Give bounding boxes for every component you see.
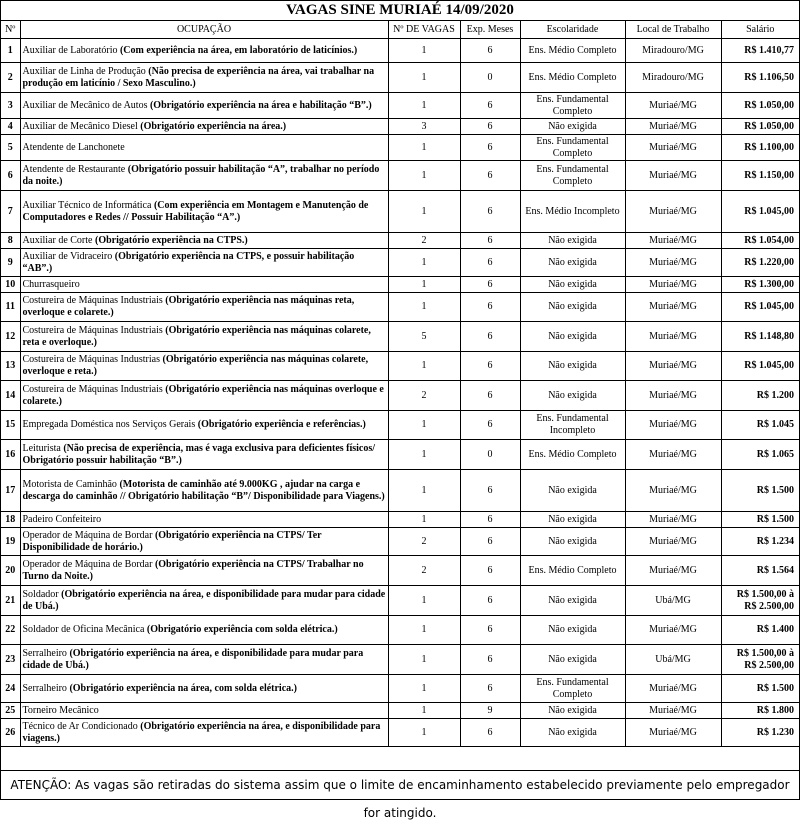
row-workplace: Muriaé/MG bbox=[625, 440, 721, 470]
table-row bbox=[1, 249, 799, 277]
row-number: 20 bbox=[1, 556, 20, 586]
row-salary: R$ 1.050,00 bbox=[721, 119, 799, 135]
table-row bbox=[1, 135, 799, 161]
occupation-requirements: (Obrigatório possuir habilitação “A”, trabalhar no período da noite.) bbox=[22, 163, 380, 187]
row-experience: 0 bbox=[460, 440, 520, 470]
occupation-requirements: (Obrigatório experiência nas máquinas colarete, reta e overloque.) bbox=[22, 324, 371, 348]
row-occupation bbox=[20, 470, 388, 512]
row-vacancies: 3 bbox=[388, 119, 460, 135]
occupation-requirements: (Obrigatório experiência nas máquinas overloque e colarete.) bbox=[22, 383, 384, 407]
row-schooling: Ens. Fundamental Completo bbox=[520, 93, 625, 119]
row-salary: R$ 1.045,00 bbox=[721, 352, 799, 381]
row-schooling: Não exigida bbox=[520, 512, 625, 528]
row-number: 19 bbox=[1, 528, 20, 556]
row-vacancies: 1 bbox=[388, 512, 460, 528]
row-schooling: Não exigida bbox=[520, 249, 625, 277]
row-workplace: Muriaé/MG bbox=[625, 322, 721, 352]
header-vacancies: Nº DE VAGAS bbox=[388, 21, 460, 39]
row-salary: R$ 1.100,00 bbox=[721, 135, 799, 161]
row-workplace: Muriaé/MG bbox=[625, 233, 721, 249]
row-workplace: Muriaé/MG bbox=[625, 470, 721, 512]
table-row bbox=[1, 411, 799, 440]
row-vacancies: 1 bbox=[388, 191, 460, 233]
table-row bbox=[1, 703, 799, 719]
occupation-title: Costureira de Máquinas Industriais bbox=[22, 383, 166, 395]
row-number: 24 bbox=[1, 675, 20, 703]
occupation-title: Costureira de Máquinas Industriais bbox=[22, 324, 166, 336]
row-salary: R$ 1.220,00 bbox=[721, 249, 799, 277]
row-salary: R$ 1.050,00 bbox=[721, 93, 799, 119]
row-occupation bbox=[20, 719, 388, 747]
occupation-requirements: (Obrigatório experiência na área, com solda elétrica.) bbox=[69, 682, 297, 694]
occupation-title: Motorista de Caminhão bbox=[22, 478, 120, 490]
occupation-requirements: (Obrigatório experiência na área, e disponibilidade para mudar para cidade de Ubá.) bbox=[22, 588, 386, 612]
occupation-requirements: (Não precisa de experiência, mas é vaga exclusiva para deficientes físicos/ Obrigatório possuir habilitação “B”.) bbox=[22, 442, 376, 466]
row-schooling: Ens. Médio Completo bbox=[520, 556, 625, 586]
occupation-requirements: (Obrigatório experiência na área, e disponibilidade para mudar para cidade de Ubá.) bbox=[22, 647, 364, 671]
table-row bbox=[1, 63, 799, 93]
row-schooling: Não exigida bbox=[520, 277, 625, 293]
occupation-requirements: (Obrigatório experiência na CTPS.) bbox=[94, 234, 248, 246]
table-row bbox=[1, 586, 799, 616]
header-schooling: Escolaridade bbox=[520, 21, 625, 39]
row-number: 17 bbox=[1, 470, 20, 512]
occupation-title: Auxiliar de Laboratório bbox=[22, 44, 120, 56]
row-occupation bbox=[20, 556, 388, 586]
table-row bbox=[1, 381, 799, 411]
occupation-title: Churrasqueiro bbox=[22, 278, 80, 290]
header-salary: Salário bbox=[721, 21, 799, 39]
row-experience: 6 bbox=[460, 39, 520, 63]
row-vacancies: 1 bbox=[388, 39, 460, 63]
row-number: 6 bbox=[1, 161, 20, 191]
row-experience: 6 bbox=[460, 512, 520, 528]
row-salary: R$ 1.800 bbox=[721, 703, 799, 719]
row-schooling: Ens. Fundamental Incompleto bbox=[520, 411, 625, 440]
row-number: 9 bbox=[1, 249, 20, 277]
row-salary: R$ 1.500 bbox=[721, 675, 799, 703]
table-row bbox=[1, 119, 799, 135]
row-occupation bbox=[20, 249, 388, 277]
row-vacancies: 1 bbox=[388, 63, 460, 93]
row-workplace: Muriaé/MG bbox=[625, 411, 721, 440]
table-row bbox=[1, 39, 799, 63]
row-occupation bbox=[20, 411, 388, 440]
table-row bbox=[1, 645, 799, 675]
table-row bbox=[1, 616, 799, 645]
row-salary: R$ 1.045 bbox=[721, 411, 799, 440]
row-vacancies: 1 bbox=[388, 161, 460, 191]
row-salary: R$ 1.148,80 bbox=[721, 322, 799, 352]
header-occupation: OCUPAÇÃO bbox=[20, 21, 388, 39]
table-row bbox=[1, 352, 799, 381]
occupation-title: Auxiliar de Corte bbox=[22, 234, 95, 246]
occupation-title: Auxiliar de Linha de Produção bbox=[22, 65, 149, 77]
occupation-requirements: (Obrigatório experiência na área.) bbox=[140, 120, 287, 132]
occupation-title: Empregada Doméstica nos Serviços Gerais bbox=[22, 419, 198, 430]
row-salary: R$ 1.400 bbox=[721, 616, 799, 645]
row-occupation bbox=[20, 675, 388, 703]
row-experience: 6 bbox=[460, 381, 520, 411]
row-schooling: Não exigida bbox=[520, 528, 625, 556]
row-workplace: Muriaé/MG bbox=[625, 191, 721, 233]
row-schooling: Ens. Médio Completo bbox=[520, 63, 625, 93]
row-salary: R$ 1.300,00 bbox=[721, 277, 799, 293]
row-workplace: Muriaé/MG bbox=[625, 119, 721, 135]
occupation-requirements: (Motorista de caminhão até 9.000KG , ajudar na carga e descarga do caminhão // Obrigatório habilitação “B”/ Disponibilidade para Viagens.) bbox=[22, 478, 385, 502]
row-occupation bbox=[20, 63, 388, 93]
row-workplace: Muriaé/MG bbox=[625, 277, 721, 293]
header-number: Nº bbox=[1, 21, 20, 39]
row-number: 23 bbox=[1, 645, 20, 675]
table-row bbox=[1, 512, 799, 528]
occupation-requirements: (Obrigatório experiência nas máquinas reta, overloque e colarete.) bbox=[22, 295, 355, 318]
occupation-requirements: (Obrigatório experiência nas máquinas colarete, overloque e reta.) bbox=[22, 354, 369, 377]
row-salary: R$ 1.045,00 bbox=[721, 293, 799, 322]
row-vacancies: 2 bbox=[388, 528, 460, 556]
row-experience: 6 bbox=[460, 675, 520, 703]
occupation-title: Auxiliar de Vidraceiro bbox=[22, 250, 115, 262]
row-occupation bbox=[20, 233, 388, 249]
row-schooling: Ens. Médio Completo bbox=[520, 440, 625, 470]
occupation-requirements: (Obrigatório experiência e referências.) bbox=[197, 419, 366, 430]
row-salary: R$ 1.054,00 bbox=[721, 233, 799, 249]
row-salary: R$ 1.234 bbox=[721, 528, 799, 556]
row-experience: 6 bbox=[460, 352, 520, 381]
row-salary: R$ 1.045,00 bbox=[721, 191, 799, 233]
occupation-title: Costureira de Máquinas Industrias bbox=[22, 354, 163, 365]
row-workplace: Muriaé/MG bbox=[625, 528, 721, 556]
row-workplace: Ubá/MG bbox=[625, 586, 721, 616]
row-vacancies: 1 bbox=[388, 470, 460, 512]
row-schooling: Não exigida bbox=[520, 586, 625, 616]
row-vacancies: 1 bbox=[388, 719, 460, 747]
row-workplace: Muriaé/MG bbox=[625, 161, 721, 191]
occupation-requirements: (Obrigatório experiência na CTPS/ Trabalhar no Turno da Noite.) bbox=[22, 558, 364, 582]
table-row bbox=[1, 161, 799, 191]
row-number: 11 bbox=[1, 293, 20, 322]
row-number: 25 bbox=[1, 703, 20, 719]
row-schooling: Ens. Fundamental Completo bbox=[520, 675, 625, 703]
occupation-requirements: (Obrigatório experiência na área, e disponibilidade para viagens.) bbox=[22, 720, 381, 744]
table-row bbox=[1, 470, 799, 512]
row-workplace: Ubá/MG bbox=[625, 645, 721, 675]
row-schooling: Não exigida bbox=[520, 381, 625, 411]
page-title: VAGAS SINE MURIAÉ 14/09/2020 bbox=[1, 1, 799, 21]
occupation-title: Atendente de Restaurante bbox=[22, 163, 128, 175]
row-occupation bbox=[20, 39, 388, 63]
row-workplace: Miradouro/MG bbox=[625, 63, 721, 93]
row-experience: 6 bbox=[460, 470, 520, 512]
row-occupation bbox=[20, 616, 388, 645]
row-number: 22 bbox=[1, 616, 20, 645]
row-workplace: Muriaé/MG bbox=[625, 675, 721, 703]
row-number: 14 bbox=[1, 381, 20, 411]
row-number: 26 bbox=[1, 719, 20, 747]
row-workplace: Muriaé/MG bbox=[625, 352, 721, 381]
occupation-title: Soldador bbox=[22, 588, 62, 600]
row-workplace: Muriaé/MG bbox=[625, 293, 721, 322]
row-experience: 6 bbox=[460, 556, 520, 586]
row-salary: R$ 1.500 bbox=[721, 512, 799, 528]
table-row bbox=[1, 191, 799, 233]
occupation-title: Técnico de Ar Condicionado bbox=[22, 720, 141, 732]
row-experience: 6 bbox=[460, 719, 520, 747]
row-experience: 6 bbox=[460, 93, 520, 119]
occupation-title: Torneiro Mecânico bbox=[22, 704, 99, 716]
row-schooling: Não exigida bbox=[520, 645, 625, 675]
row-occupation bbox=[20, 322, 388, 352]
row-experience: 6 bbox=[460, 411, 520, 440]
attention-note: ATENÇÃO: As vagas são retiradas do sistema assim que o limite de encaminhamento estabelecido previamente pelo empregador for atingido. bbox=[1, 770, 799, 799]
row-experience: 6 bbox=[460, 616, 520, 645]
row-salary: R$ 1.200 bbox=[721, 381, 799, 411]
row-schooling: Ens. Fundamental Completo bbox=[520, 135, 625, 161]
row-experience: 0 bbox=[460, 63, 520, 93]
row-workplace: Muriaé/MG bbox=[625, 249, 721, 277]
row-number: 10 bbox=[1, 277, 20, 293]
row-workplace: Muriaé/MG bbox=[625, 512, 721, 528]
table-row bbox=[1, 556, 799, 586]
header-experience: Exp. Meses bbox=[460, 21, 520, 39]
row-experience: 6 bbox=[460, 645, 520, 675]
row-occupation bbox=[20, 703, 388, 719]
table-row bbox=[1, 93, 799, 119]
row-schooling: Ens. Fundamental Completo bbox=[520, 161, 625, 191]
row-schooling: Não exigida bbox=[520, 352, 625, 381]
row-vacancies: 1 bbox=[388, 352, 460, 381]
row-experience: 6 bbox=[460, 322, 520, 352]
row-experience: 6 bbox=[460, 586, 520, 616]
row-vacancies: 2 bbox=[388, 233, 460, 249]
row-number: 13 bbox=[1, 352, 20, 381]
occupation-title: Serralheiro bbox=[22, 647, 70, 659]
row-workplace: Muriaé/MG bbox=[625, 703, 721, 719]
row-schooling: Não exigida bbox=[520, 703, 625, 719]
row-number: 15 bbox=[1, 411, 20, 440]
row-occupation bbox=[20, 645, 388, 675]
occupation-requirements: (Obrigatório experiência na CTPS/ Ter Disponibilidade de horário.) bbox=[22, 529, 322, 553]
row-experience: 6 bbox=[460, 249, 520, 277]
row-occupation bbox=[20, 512, 388, 528]
occupation-title: Operador de Máquina de Bordar bbox=[22, 529, 155, 541]
row-workplace: Muriaé/MG bbox=[625, 719, 721, 747]
row-workplace: Muriaé/MG bbox=[625, 616, 721, 645]
table-row bbox=[1, 528, 799, 556]
row-schooling: Não exigida bbox=[520, 616, 625, 645]
row-salary: R$ 1.150,00 bbox=[721, 161, 799, 191]
row-schooling: Ens. Médio Incompleto bbox=[520, 191, 625, 233]
row-occupation bbox=[20, 277, 388, 293]
row-experience: 6 bbox=[460, 277, 520, 293]
row-experience: 6 bbox=[460, 191, 520, 233]
row-vacancies: 1 bbox=[388, 675, 460, 703]
header-workplace: Local de Trabalho bbox=[625, 21, 721, 39]
row-vacancies: 1 bbox=[388, 586, 460, 616]
table-row bbox=[1, 719, 799, 747]
row-number: 18 bbox=[1, 512, 20, 528]
occupation-requirements: (Não precisa de experiência na área, vai trabalhar na produção em laticínio / Sexo Masculino.) bbox=[22, 65, 375, 89]
occupation-requirements: (Obrigatório experiência na área e habilitação “B”.) bbox=[149, 99, 372, 111]
row-workplace: Muriaé/MG bbox=[625, 135, 721, 161]
row-vacancies: 5 bbox=[388, 322, 460, 352]
row-salary: R$ 1.410,77 bbox=[721, 39, 799, 63]
row-schooling: Não exigida bbox=[520, 293, 625, 322]
row-vacancies: 1 bbox=[388, 645, 460, 675]
row-number: 8 bbox=[1, 233, 20, 249]
occupation-title: Costureira de Máquinas Industriais bbox=[22, 295, 166, 306]
row-vacancies: 1 bbox=[388, 135, 460, 161]
row-number: 16 bbox=[1, 440, 20, 470]
row-experience: 6 bbox=[460, 161, 520, 191]
row-salary: R$ 1.500,00 à R$ 2.500,00 bbox=[721, 586, 799, 616]
occupation-requirements: (Com experiência na área, em laboratório de laticínios.) bbox=[119, 44, 358, 56]
row-experience: 6 bbox=[460, 233, 520, 249]
table-row bbox=[1, 293, 799, 322]
occupation-title: Soldador de Oficina Mecânica bbox=[22, 624, 147, 635]
row-schooling: Não exigida bbox=[520, 119, 625, 135]
row-occupation bbox=[20, 161, 388, 191]
occupation-requirements: (Obrigatório experiência com solda elétrica.) bbox=[146, 624, 338, 635]
row-schooling: Não exigida bbox=[520, 322, 625, 352]
occupation-requirements: (Com experiência em Montagem e Manutenção de Computadores e Redes // Possuir Habilitação “A”.) bbox=[22, 199, 369, 223]
row-occupation bbox=[20, 381, 388, 411]
occupation-title: Atendente de Lanchonete bbox=[22, 141, 125, 153]
jobs-table bbox=[1, 21, 799, 747]
row-schooling: Não exigida bbox=[520, 233, 625, 249]
occupation-title: Auxiliar de Mecânico de Autos bbox=[22, 99, 150, 111]
table-row bbox=[1, 233, 799, 249]
row-number: 1 bbox=[1, 39, 20, 63]
row-number: 7 bbox=[1, 191, 20, 233]
row-number: 21 bbox=[1, 586, 20, 616]
row-vacancies: 2 bbox=[388, 556, 460, 586]
row-occupation bbox=[20, 352, 388, 381]
row-occupation bbox=[20, 119, 388, 135]
row-salary: R$ 1.106,50 bbox=[721, 63, 799, 93]
row-vacancies: 1 bbox=[388, 277, 460, 293]
row-salary: R$ 1.230 bbox=[721, 719, 799, 747]
row-workplace: Muriaé/MG bbox=[625, 93, 721, 119]
row-number: 4 bbox=[1, 119, 20, 135]
row-vacancies: 1 bbox=[388, 249, 460, 277]
occupation-title: Padeiro Confeiteiro bbox=[22, 513, 102, 525]
occupation-requirements: (Obrigatório experiência na CTPS, e possuir habilitação “AB”.) bbox=[22, 250, 355, 274]
occupation-title: Leiturista bbox=[22, 442, 64, 454]
row-schooling: Não exigida bbox=[520, 719, 625, 747]
row-number: 3 bbox=[1, 93, 20, 119]
occupation-title: Operador de Máquina de Bordar bbox=[22, 558, 155, 570]
row-occupation bbox=[20, 440, 388, 470]
row-salary: R$ 1.065 bbox=[721, 440, 799, 470]
row-number: 12 bbox=[1, 322, 20, 352]
table-row bbox=[1, 322, 799, 352]
row-occupation bbox=[20, 93, 388, 119]
occupation-title: Auxiliar Técnico de Informática bbox=[22, 199, 154, 211]
occupation-title: Serralheiro bbox=[22, 682, 70, 694]
row-occupation bbox=[20, 586, 388, 616]
row-experience: 9 bbox=[460, 703, 520, 719]
row-vacancies: 1 bbox=[388, 411, 460, 440]
row-experience: 6 bbox=[460, 293, 520, 322]
row-salary: R$ 1.500 bbox=[721, 470, 799, 512]
row-experience: 6 bbox=[460, 119, 520, 135]
row-number: 5 bbox=[1, 135, 20, 161]
row-schooling: Ens. Médio Completo bbox=[520, 39, 625, 63]
row-vacancies: 1 bbox=[388, 293, 460, 322]
row-occupation bbox=[20, 293, 388, 322]
row-experience: 6 bbox=[460, 528, 520, 556]
table-row bbox=[1, 277, 799, 293]
row-workplace: Muriaé/MG bbox=[625, 381, 721, 411]
row-vacancies: 2 bbox=[388, 381, 460, 411]
row-vacancies: 1 bbox=[388, 93, 460, 119]
table-row bbox=[1, 675, 799, 703]
row-salary: R$ 1.500,00 à R$ 2.500,00 bbox=[721, 645, 799, 675]
occupation-title: Auxiliar de Mecânico Diesel bbox=[22, 120, 141, 132]
row-workplace: Miradouro/MG bbox=[625, 39, 721, 63]
row-experience: 6 bbox=[460, 135, 520, 161]
row-vacancies: 1 bbox=[388, 440, 460, 470]
row-vacancies: 1 bbox=[388, 616, 460, 645]
table-header-row bbox=[1, 21, 799, 39]
row-schooling: Não exigida bbox=[520, 470, 625, 512]
row-occupation bbox=[20, 135, 388, 161]
row-salary: R$ 1.564 bbox=[721, 556, 799, 586]
row-occupation bbox=[20, 191, 388, 233]
row-vacancies: 1 bbox=[388, 703, 460, 719]
row-workplace: Muriaé/MG bbox=[625, 556, 721, 586]
table-row bbox=[1, 440, 799, 470]
row-number: 2 bbox=[1, 63, 20, 93]
row-occupation bbox=[20, 528, 388, 556]
